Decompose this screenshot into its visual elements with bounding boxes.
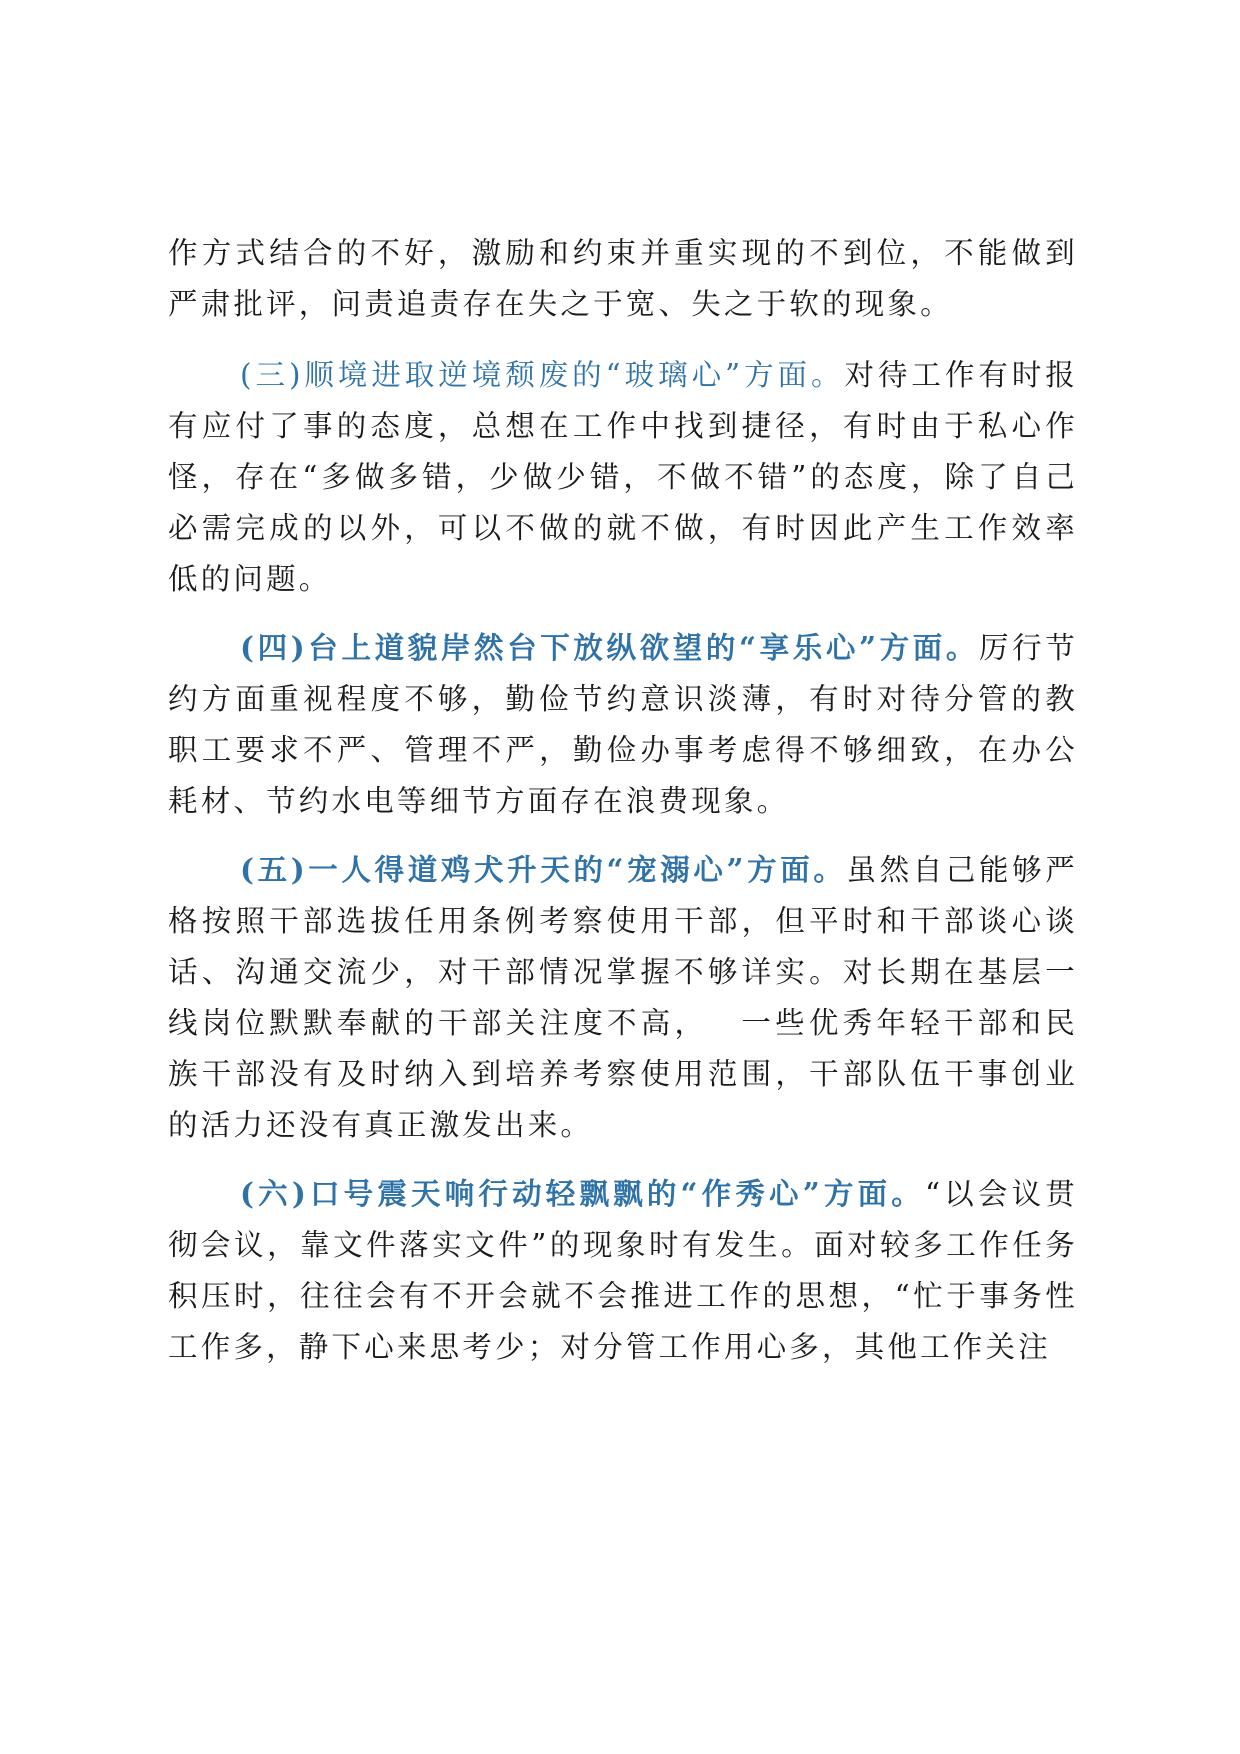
section-heading-3: (三)顺境进取逆境颓废的“玻璃心”方面。 (240, 358, 845, 392)
paragraph-section-4 (168, 622, 1078, 827)
paragraph-section-5 (168, 844, 1078, 1151)
section-body-5-part1: 虽然自己能够严格按照干部选拔任用条例考察使用干部，但平时和干部谈心谈话、沟通交流少，对干部情况掌握不够详实。对长期在基层一线岗位默默奉献的干部关注度不高， (168, 853, 1078, 1040)
section-body-5-part2: 一些优秀年轻干部和民族干部没有及时纳入到培养考察使用范围，干部队伍干事创业的活力还没有真正激发出来。 (168, 1006, 1078, 1142)
section-heading-4: (四)台上道貌岸然台下放纵欲望的“享乐心”方面。 (240, 630, 980, 665)
paragraph-section-3 (168, 350, 1078, 605)
section-body-6: “以会议贯彻会议，靠文件落实文件”的现象时有发生。面对较多工作任务积压时，往往会有不开会就不会推进工作的思想，“忙于事务性工作多，静下心来思考少；对分管工作用心多，其他工作关注 (168, 1177, 1078, 1364)
section-heading-5: (五)一人得道鸡犬升天的“宠溺心”方面。 (240, 852, 847, 887)
paragraph-section-6 (168, 1168, 1078, 1373)
section-body-4: 厉行节约方面重视程度不够，勤俭节约意识淡薄，有时对待分管的教职工要求不严、管理不严，勤俭办事考虑得不够细致，在办公耗材、节约水电等细节方面存在浪费现象。 (168, 631, 1078, 818)
section-heading-6: (六)口号震天响行动轻飘飘的“作秀心”方面。 (240, 1176, 925, 1211)
document-body (168, 228, 1078, 1390)
section-body-3: 对待工作有时报有应付了事的态度，总想在工作中找到捷径，有时由于私心作怪，存在“多做多错，少做少错，不做不错”的态度，除了自己必需完成的以外，可以不做的就不做，有时因此产生工作效率低的问题。 (168, 358, 1078, 596)
paragraph-continued: 作方式结合的不好，激励和约束并重实现的不到位，不能做到严肃批评，问责追责存在失之于宽、失之于软的现象。 (168, 236, 1078, 321)
